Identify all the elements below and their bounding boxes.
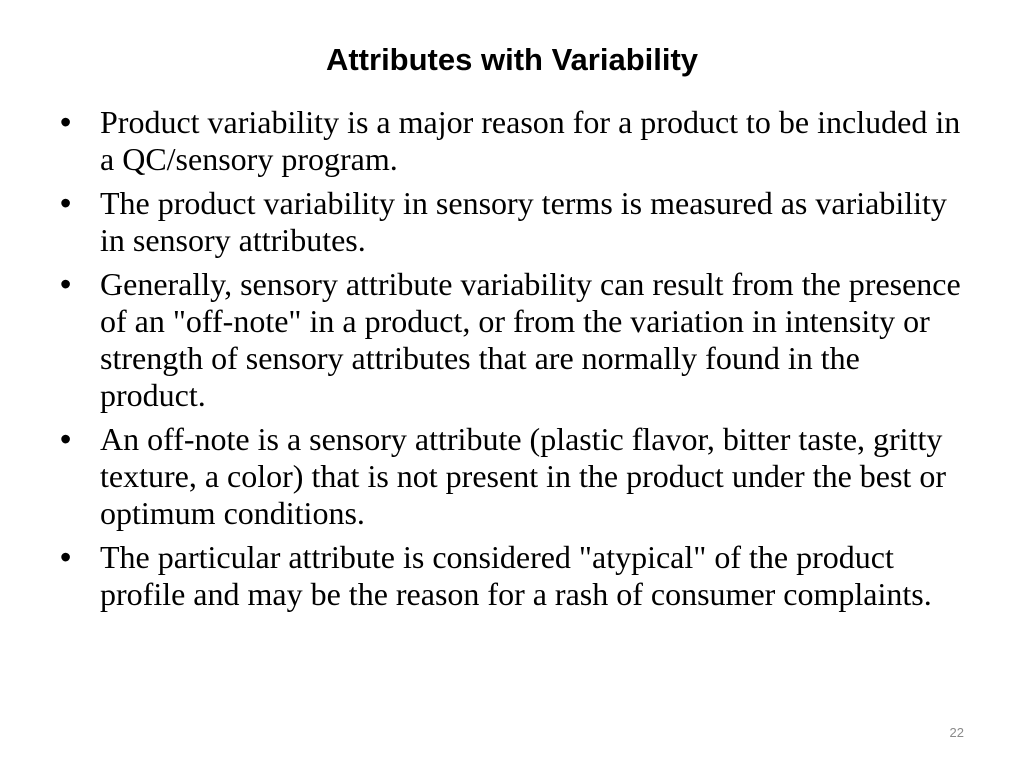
bullet-item-1 (56, 104, 961, 178)
bullet-item-3 (56, 266, 961, 414)
bullet-list (56, 104, 961, 620)
bullet-text: The product variability in sensory terms is measured as variability in sensory attributes. (100, 185, 947, 258)
slide-number: 22 (949, 725, 964, 740)
bullet-text: Generally, sensory attribute variability can result from the presence of an "off-note" in a product, or from the variation in intensity or strength of sensory attributes that are normally found in the product. (100, 266, 961, 413)
bullet-text: The particular attribute is considered "atypical" of the product profile and may be the reason for a rash of consumer complaints. (100, 539, 932, 612)
bullet-icon: • (60, 421, 72, 457)
bullet-icon: • (60, 104, 72, 140)
slide-title: Attributes with Variability (325, 42, 699, 77)
bullet-icon: • (60, 185, 72, 221)
bullet-icon: • (60, 266, 72, 302)
bullet-text: Product variability is a major reason for a product to be included in a QC/sensory program. (100, 104, 961, 177)
bullet-icon: • (60, 539, 72, 575)
bullet-item-4 (56, 421, 961, 532)
bullet-item-2 (56, 185, 961, 259)
bullet-text: An off-note is a sensory attribute (plastic flavor, bitter taste, gritty texture, a color) that is not present in the product under the best or optimum conditions. (100, 421, 946, 531)
bullet-item-5 (56, 539, 961, 613)
